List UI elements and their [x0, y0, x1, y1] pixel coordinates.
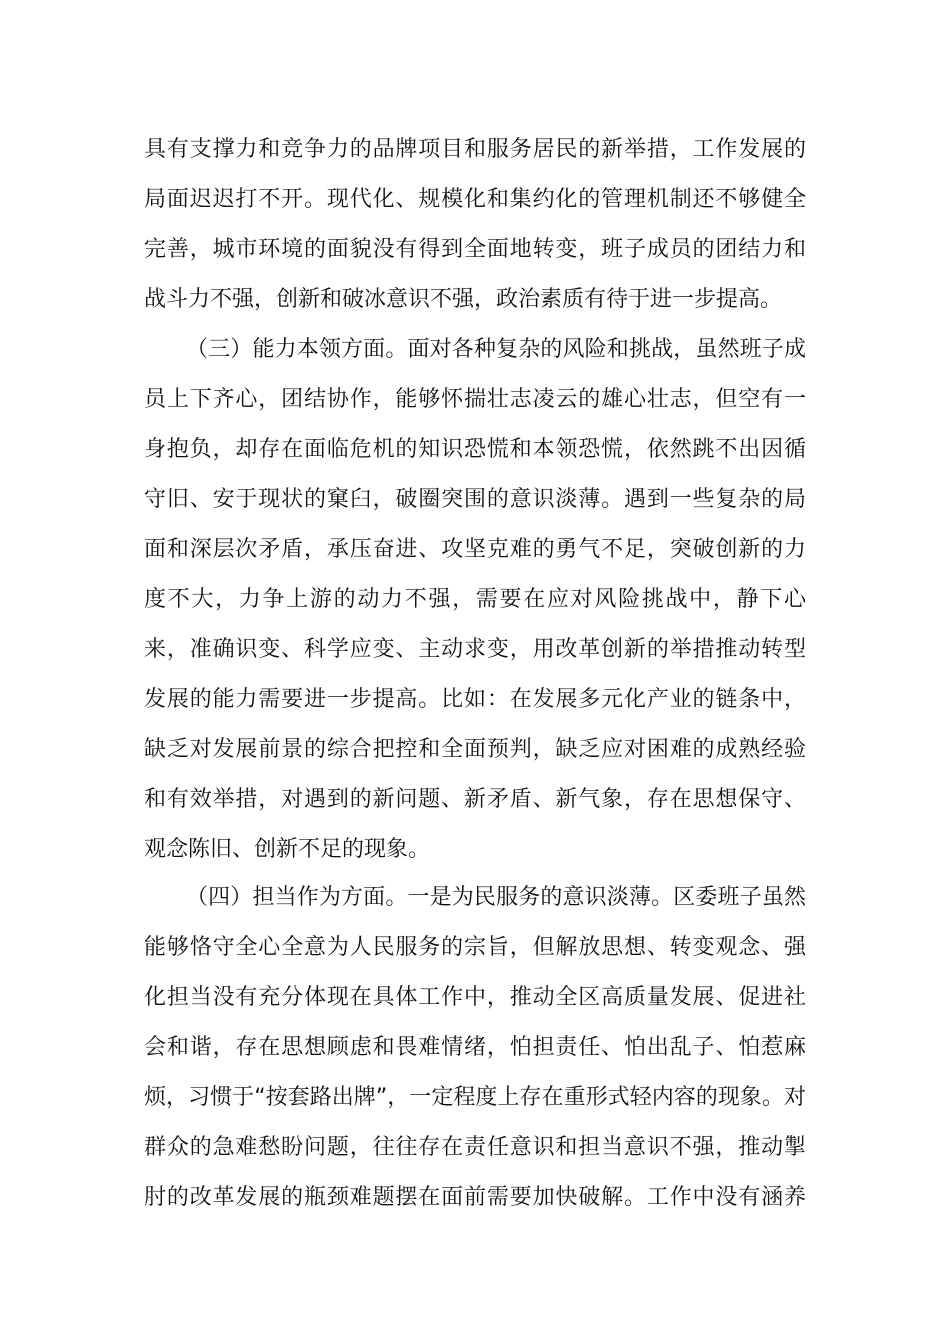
- text-line: 会和谐，存在思想顾虑和畏难情绪，怕担责任、怕出乱子、怕惹麻: [144, 1035, 806, 1060]
- text-line: 群众的急难愁盼问题，往往存在责任意识和担当意识不强，推动掣: [144, 1135, 806, 1160]
- text-line: 身抱负，却存在面临危机的知识恐慌和本领恐慌，依然跳不出因循: [144, 437, 806, 462]
- section-heading-line: （四）担当作为方面。一是为民服务的意识淡薄。区委班子虽然: [186, 885, 806, 910]
- text-line: 观念陈旧、创新不足的现象。: [144, 837, 431, 862]
- text-line: 能够恪守全心全意为人民服务的宗旨，但解放思想、转变观念、强: [144, 935, 806, 960]
- text-line: 员上下齐心，团结协作，能够怀揣壮志凌云的雄心壮志，但空有一: [144, 387, 806, 412]
- text-line: 守旧、安于现状的窠臼，破圈突围的意识淡薄。遇到一些复杂的局: [144, 487, 806, 512]
- text-line: 具有支撑力和竞争力的品牌项目和服务居民的新举措，工作发展的: [144, 137, 806, 162]
- text-line: 发展的能力需要进一步提高。比如：在发展多元化产业的链条中，: [144, 687, 806, 712]
- text-line: 战斗力不强，创新和破冰意识不强，政治素质有待于进一步提高。: [144, 287, 783, 312]
- text-line: 肘的改革发展的瓶颈难题摆在面前需要加快破解。工作中没有涵养: [144, 1185, 806, 1210]
- text-line: 来，准确识变、科学应变、主动求变，用改革创新的举措推动转型: [144, 637, 806, 662]
- section-heading-line: （三）能力本领方面。面对各种复杂的风险和挑战，虽然班子成: [186, 337, 806, 362]
- text-line: 完善，城市环境的面貌没有得到全面地转变，班子成员的团结力和: [144, 237, 806, 262]
- text-line: 烦，习惯于“按套路出牌”，一定程度上存在重形式轻内容的现象。对: [144, 1085, 806, 1110]
- text-line: 度不大，力争上游的动力不强，需要在应对风险挑战中，静下心: [144, 587, 806, 612]
- text-line: 缺乏对发展前景的综合把控和全面预判，缺乏应对困难的成熟经验: [144, 737, 806, 762]
- text-line: 化担当没有充分体现在具体工作中，推动全区高质量发展、促进社: [144, 985, 806, 1010]
- text-line: 面和深层次矛盾，承压奋进、攻坚克难的勇气不足，突破创新的力: [144, 537, 806, 562]
- text-line: 局面迟迟打不开。现代化、规模化和集约化的管理机制还不够健全: [144, 187, 806, 212]
- text-line: 和有效举措，对遇到的新问题、新矛盾、新气象，存在思想保守、: [144, 787, 806, 812]
